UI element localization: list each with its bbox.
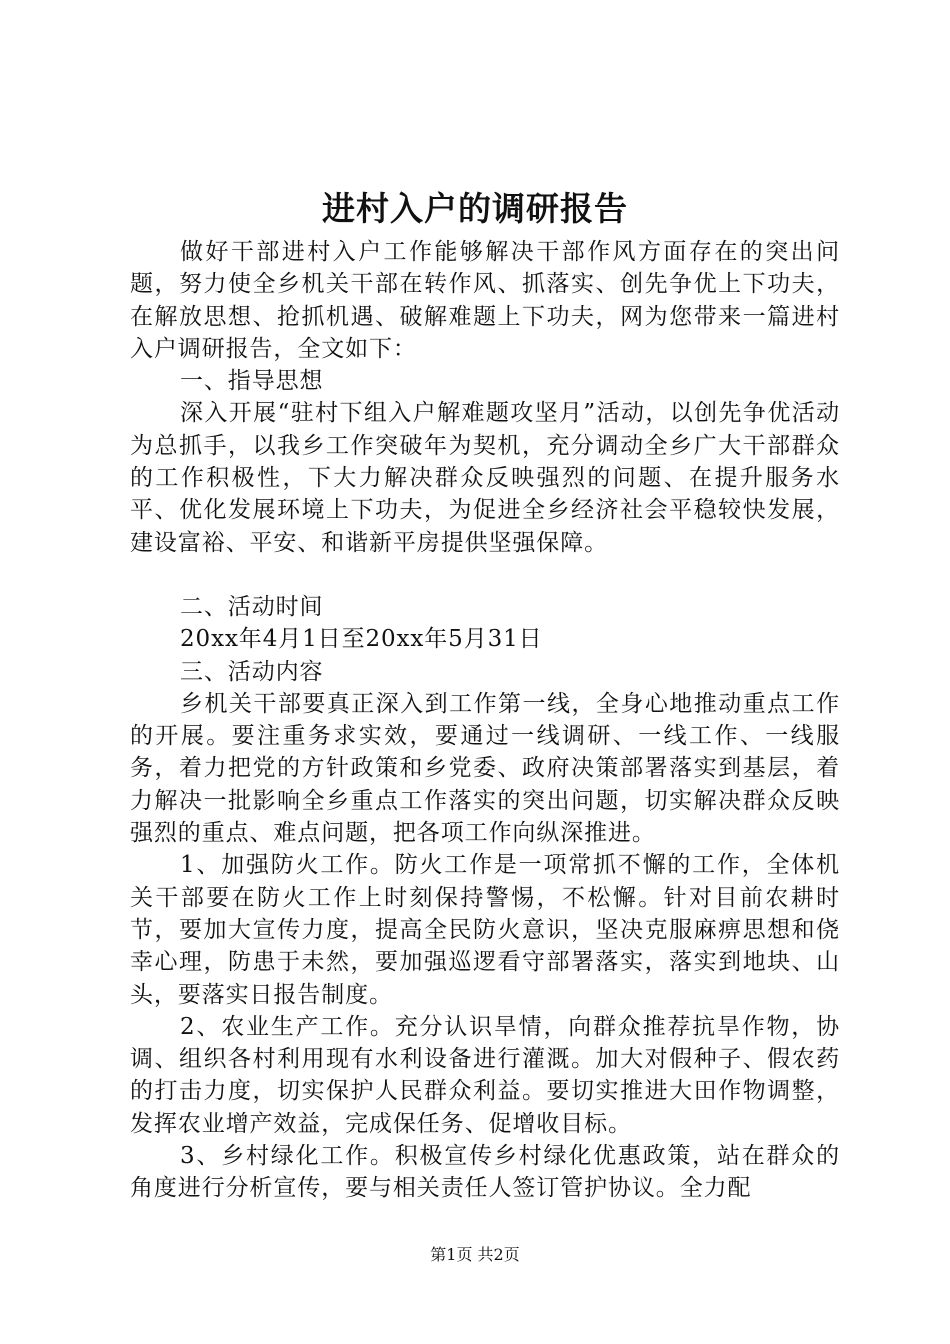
- item-fire-prevention: 1、加强防火工作。防火工作是一项常抓不懈的工作，全体机关干部要在防火工作上时刻保持警惕，不松懈。针对目前农耕时节，要加大宣传力度，提高全民防火意识，坚决克服麻痹思想和侥幸心理，防患于未然，要加强巡逻看守部署落实，落实到地块、山头，要落实日报告制度。: [130, 852, 840, 1008]
- page-footer: 第1页 共2页: [430, 1245, 520, 1264]
- section-heading-guiding-ideology: 一、指导思想: [180, 368, 324, 395]
- item-agriculture: 2、农业生产工作。充分认识旱情，向群众推荐抗旱作物，协调、组织各村利用现有水利设备进行灌溉。加大对假种子、假农药的打击力度，切实保护人民群众利益。要切实推进大田作物调整，发挥农业增产效益，完成保任务、促增收目标。: [130, 1013, 840, 1137]
- section-heading-activity-time: 二、活动时间: [180, 593, 324, 620]
- item-greening: 3、乡村绿化工作。积极宣传乡村绿化优惠政策，站在群众的角度进行分析宣传，要与相关责任人签订管护协议。全力配: [130, 1143, 840, 1202]
- activity-content-paragraph: 乡机关干部要真正深入到工作第一线，全身心地推动重点工作的开展。要注重务求实效，要通过一线调研、一线工作、一线服务，着力把党的方针政策和乡党委、政府决策部署落实到基层，着力解决一批影响全乡重点工作落实的突出问题，切实解决群众反映强烈的重点、难点问题，把各项工作向纵深推进。: [130, 690, 840, 847]
- activity-time-paragraph: 20xx年4月1日至20xx年5月31日: [180, 626, 543, 653]
- paragraph-spacer: [130, 559, 840, 591]
- document-title: 进村入户的调研报告: [322, 189, 628, 228]
- document-body: [130, 236, 840, 1205]
- intro-paragraph: 做好干部进村入户工作能够解决干部作风方面存在的突出问题，努力使全乡机关干部在转作风、抓落实、创先争优上下功夫，在解放思想、抢抓机遇、破解难题上下功夫，网为您带来一篇进村入户调研报告，全文如下：: [130, 239, 840, 362]
- guiding-ideology-paragraph: 深入开展“驻村下组入户解难题攻坚月”活动，以创先争优活动为总抓手，以我乡工作突破年为契机，充分调动全乡广大干部群众的工作积极性，下大力解决群众反映强烈的问题、在提升服务水平、优化发展环境上下功夫，为促进全乡经济社会平稳较快发展，建设富裕、平安、和谐新平房提供坚强保障。: [130, 400, 840, 556]
- section-heading-activity-content: 三、活动内容: [180, 658, 324, 685]
